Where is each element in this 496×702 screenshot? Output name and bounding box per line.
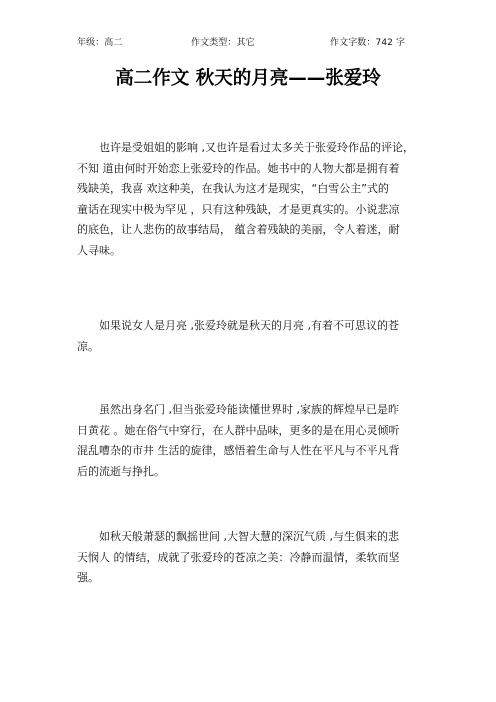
paragraph-line: 如果说女人是月亮 ,张爱玲就是秋天的月亮 ,有着不可思议的苍 bbox=[99, 319, 399, 332]
paragraph-line: 不知 道由何时开始恋上张爱玲的作品。她书中的人物大都是拥有着 bbox=[77, 161, 400, 175]
paragraph-line: 混乱嘈杂的市井 生活的旋律，感悟着生命与人性在平凡与不平凡背 bbox=[77, 444, 400, 457]
paragraph-line: 童话在现实中极为罕见 ，只有这种残缺，才是更真实的。小说悲凉 bbox=[77, 202, 400, 216]
paragraph-line: 的底色，让人悲伤的故事结局， 蕴含着残缺的美丽，令人着迷，耐 bbox=[77, 223, 400, 236]
paragraph-4 bbox=[77, 527, 437, 589]
grade-label: 年级：高二 bbox=[77, 38, 123, 48]
essay-type-label: 作文类型：其它 bbox=[191, 38, 255, 48]
paragraph-line: 凉。 bbox=[77, 339, 99, 353]
paragraph-line: 日黄花 。她在俗气中穿行，在人群中品味，更多的是在用心灵倾听 bbox=[77, 423, 400, 437]
paragraph-line: 残缺美，我喜 欢这种美，在我认为这才是现实，“白雪公主”式的 bbox=[77, 182, 389, 195]
paragraph-2 bbox=[77, 316, 437, 357]
essay-title: 高二作文 秋天的月亮——张爱玲 bbox=[115, 68, 381, 89]
paragraph-line: 也许是受姐姐的影响 ,又也许是看过太多关于张爱玲作品的评论， bbox=[99, 141, 414, 154]
paragraph-line: 强。 bbox=[77, 571, 99, 584]
paragraph-1 bbox=[77, 138, 437, 261]
paragraph-line: 虽然出身名门 ,但当张爱玲能读懂世界时 ,家族的辉煌早已是昨 bbox=[99, 403, 399, 416]
paragraph-line: 人寻味。 bbox=[77, 243, 121, 257]
paragraph-line: 天悯人 的情结，成就了张爱玲的苍凉之美：冷静而温情，柔软而坚 bbox=[77, 550, 400, 564]
paragraph-3 bbox=[77, 400, 437, 482]
paragraph-line: 后的流逝与挣扎。 bbox=[77, 464, 165, 478]
paragraph-line: 如秋天般萧瑟的飘摇世间 ,大智大慧的深沉气质 ,与生俱来的悲 bbox=[99, 530, 399, 543]
word-count-label: 作文字数：742 字 bbox=[330, 38, 406, 48]
